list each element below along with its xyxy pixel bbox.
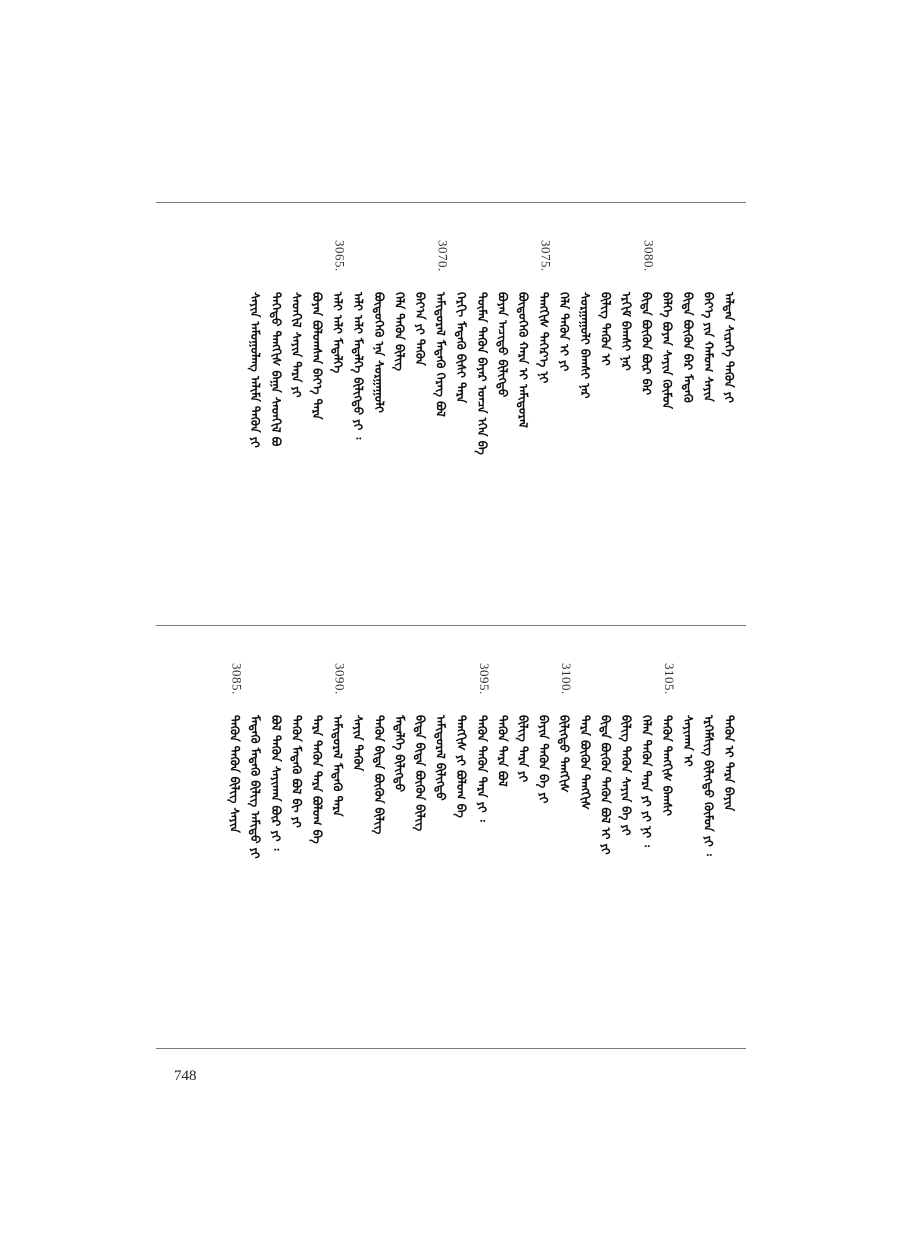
verse-text: ᠬᠡᠷᠬᠢ ᠮᠡᠳᠡᠬᠦ ᠪᠢᠰᠢ ᠲᠡᠷᠡ	[454, 292, 469, 403]
line-number: 3075.	[538, 240, 554, 272]
verse-text: ᠪᠡᠯᠭᠡ ᠪᠤᠶᠠᠨ ᠰᠠᠶᠢᠨ ᠬᠦᠮᠦᠨ	[660, 292, 675, 409]
verse-text: ᠠᠯᠢ ᠠᠯᠢ ᠮᠡᠳᠡᠯᠭᠡ	[330, 292, 345, 374]
verse-text: ᠲᠡᠭᠦᠨ ᠪᠢᠳᠡ ᠪᠦᠬᠦᠨ ᠪᠢᠯᠢᠭ	[371, 715, 386, 835]
verse-text: ᠰᠤᠷᠭᠠᠭᠤᠯᠢ ᠪᠠᠭᠰᠢ ᠨᠠᠷ	[577, 292, 592, 399]
verse-text: ᠪᠢᠳᠡ ᠪᠦᠬᠦᠨ ᠪᠦᠷ ᠪᠡᠷ	[639, 292, 654, 395]
verse-text: ᠲᠡᠭᠦᠨ ᠲᠡᠩᠭᠢᠰ ᠪᠠᠭᠰᠢ	[660, 715, 675, 816]
verse-block-top	[156, 240, 746, 580]
line-number: 3090.	[332, 663, 348, 695]
verse-text: ᠲᠡᠭᠦᠨ ᠲᠡᠭᠦᠨ ᠪᠢᠯᠢᠭ ᠰᠠᠶᠢᠨ	[227, 715, 242, 833]
line-number: 3080.	[641, 240, 657, 272]
verse-text: ᠪᠢᠯᠢᠭ ᠲᠡᠷᠡ ᠶᠢ	[516, 715, 530, 783]
line-number: 3095.	[476, 663, 492, 695]
page-number: 748	[174, 1068, 197, 1084]
verse-text: ᠰᠠᠶᠢᠨ ᠠᠮᠤᠭᠤᠯᠠᠩ ᠠᠯᠢᠮᠠ ᠲᠡᠭᠦᠨ ᠶᠢ	[248, 292, 263, 448]
verse-text: ᠪᠦᠲᠦᠭᠡᠬᠦ ᠬᠠᠷᠠ ᠢ ᠠᠮᠢᠳᠤᠷᠠᠯ	[516, 292, 530, 428]
verse-text: ᠪᠣᠯ ᠲᠡᠭᠦᠨ ᠰᠠᠶᠢᠬᠠᠨ ᠪᠦᠷ ᠶᠢ ᠄	[268, 715, 283, 851]
line-number: 3065.	[332, 240, 348, 272]
verse-text: ᠡᠷᠬᠢᠮ ᠪᠠᠭᠰᠢ ᠨᠠᠷ	[619, 292, 633, 371]
verse-text: ᠪᠤᠶᠠᠨ ᠪᠣᠯᠤᠭᠰᠠᠨ ᠪᠡᠶ᠎ᠡ ᠲᠡᠷᠡ	[310, 292, 324, 420]
verse-text: ᠲᠡᠩᠭᠢᠰ ᠳᠡᠭᠡᠷ᠎ᠡ ᠨᠢ	[536, 292, 551, 384]
verse-text: ᠪᠢᠳᠡ ᠪᠢᠳᠡ ᠪᠦᠬᠦᠨ ᠪᠢᠯᠢᠭ	[413, 715, 427, 832]
verse-text: ᠪᠢᠳᠡ ᠪᠦᠬᠦᠨ ᠲᠡᠭᠦᠨ ᠪᠣᠯ ᠢ ᠶᠢ	[598, 715, 613, 855]
verse-text: ᠬᠡᠯᠡᠨ ᠲᠡᠭᠦᠨ ᠲᠡᠷᠡ ᠶᠢ ᠶᠢ ᠨᠢ ᠄	[639, 715, 654, 847]
verse-text: ᠠᠮᠢᠳᠤᠷᠠᠯ ᠮᠡᠳᠡᠬᠦ ᠬᠡᠷᠡᠭ ᠪᠣᠯ	[433, 292, 448, 417]
verse-text: ᠮᠡᠳᠡᠬᠦ ᠮᠡᠳᠡᠬᠦ ᠪᠢᠯᠢᠭ ᠠᠮᠢᠳᠤ ᠶᠢ	[248, 715, 263, 859]
verse-text: ᠲᠡᠩᠭᠢᠰ ᠶᠢ ᠪᠣᠯᠤᠭ ᠪᠡ	[454, 715, 469, 818]
verse-text: ᠲᠡᠷᠡ ᠲᠡᠭᠦᠨ ᠲᠡᠷᠡ ᠪᠣᠯᠤᠭ ᠪᠡ	[310, 715, 324, 844]
line-number: 3070.	[435, 240, 451, 272]
verse-text: ᠪᠦᠲᠦᠭᠡᠬᠦ ᠡᠨᠡ ᠰᠤᠷᠭᠠᠭᠤᠯᠢ	[371, 292, 386, 413]
verse-text: ᠪᠢᠳᠡ ᠪᠦᠬᠦᠨ ᠪᠡᠷ ᠮᠡᠳᠡᠬᠦ	[680, 292, 695, 403]
verse-text: ᠲᠡᠭᠦᠨ ᠲᠡᠭᠦᠨ ᠲᠡᠷᠡ ᠶᠢ ᠄	[474, 715, 489, 822]
verse-text: ᠲᠡᠭᠦᠨ ᠮᠡᠳᠡᠬᠦ ᠪᠣᠯ ᠪᠢ ᠶᠢ	[289, 715, 304, 828]
verse-text: ᠰᠠᠶᠢᠨ ᠲᠡᠭᠦᠨ	[351, 715, 366, 772]
verse-text: ᠠᠮᠢᠳᠤᠷᠠᠯ ᠪᠢᠯᠢᠭᠲᠦ	[433, 715, 448, 801]
verse-text: ᠪᠠᠶᠢᠨ ᠲᠡᠭᠦᠨ ᠪᠡ ᠶᠢ	[536, 715, 551, 804]
verse-text: ᠲᠡᠷᠡ ᠪᠦᠬᠦᠨ ᠲᠡᠩᠭᠢᠰ	[577, 715, 592, 810]
verse-text: ᠳᠡᠭᠡᠳᠦ ᠲᠡᠩᠭᠢᠰ ᠪᠠᠭᠠ ᠰᠡᠳᠬᠢᠯ ᠪᠤ	[268, 292, 283, 447]
verse-text: ᠪᠤᠶᠠᠨ ᠠᠴᠢᠲᠤ ᠪᠢᠯᠢᠭᠲᠦ	[495, 292, 510, 398]
verse-text: ᠡᠷᠬᠡᠮᠰᠢᠭ ᠪᠢᠯᠢᠭᠲᠦ ᠬᠦᠮᠦᠨ ᠶᠢ ᠄	[701, 715, 716, 856]
bottom-rule	[156, 1048, 746, 1049]
verse-text: ᠮᠡᠳᠡᠯᠭᠡ ᠪᠢᠯᠢᠭᠲᠦ	[392, 715, 407, 793]
verse-text: ᠪᠢᠯᠢᠭᠲᠦ ᠲᠡᠩᠭᠢᠰ	[557, 715, 572, 793]
middle-rule	[156, 625, 746, 626]
verse-block-bottom	[156, 663, 746, 1003]
verse-text: ᠲᠦᠮᠡᠨ ᠲᠡᠭᠦᠨ ᠪᠠᠶᠠᠷ ᠣᠨᠴᠠ ᠡᠭᠡᠨ ᠪᠡ	[474, 292, 489, 455]
verse-text: ᠪᠢᠯᠢᠭ ᠲᠡᠭᠦᠨ ᠢ	[598, 292, 613, 366]
verse-text: ᠠᠯᠢ ᠠᠯᠢ ᠮᠡᠳᠡᠯᠭᠡ ᠪᠢᠯᠢᠭᠲᠦ ᠶᠢ ᠄	[351, 292, 366, 440]
verse-text: ᠰᠠᠶᠢᠬᠠᠨ ᠢ	[680, 715, 695, 767]
line-number: 3105.	[662, 663, 678, 695]
verse-text: ᠬᠡᠯᠡ ᠲᠡᠭᠦᠨ ᠪᠢᠯᠢᠭ	[392, 292, 407, 371]
verse-text: ᠰᠡᠳᠬᠢᠯ ᠰᠠᠶᠢᠨ ᠲᠡᠷᠡ ᠶᠢ	[289, 292, 304, 398]
verse-text: ᠪᠡᠶ᠎ᠡ ᠶᠢᠨ ᠬᠠᠮᠤᠭ ᠰᠠᠶᠢᠨ	[701, 292, 716, 402]
verse-text: ᠬᠡᠯᠡ ᠲᠡᠭᠦᠨ ᠢ ᠶᠢ	[557, 292, 572, 372]
verse-text: ᠪᠠᠶ᠎ᠠ ᠶᠢ ᠲᠡᠭᠦᠨ	[413, 292, 427, 366]
verse-text: ᠠᠯᠲᠠᠨ ᠰᠢᠷᠡᠭᠡ ᠲᠡᠭᠦᠨ ᠶᠢ	[722, 292, 736, 403]
line-number: 3085.	[229, 663, 245, 695]
verse-text: ᠲᠡᠭᠦᠨ ᠲᠡᠷᠡ ᠪᠣᠯ	[495, 715, 510, 787]
verse-text: ᠠᠮᠢᠳᠤᠷᠠᠯ ᠮᠡᠳᠡᠬᠦ ᠲᠡᠷᠡ	[330, 715, 345, 817]
verse-text: ᠲᠡᠭᠦᠨ ᠢ ᠲᠡᠷᠡ ᠪᠠᠶᠢᠨ	[722, 715, 736, 812]
verse-text: ᠪᠢᠯᠢᠭ ᠲᠡᠭᠦᠨ ᠰᠠᠶᠢᠨ ᠪᠡ ᠶᠢ	[619, 715, 633, 836]
top-rule	[156, 202, 746, 203]
line-number: 3100.	[559, 663, 575, 695]
